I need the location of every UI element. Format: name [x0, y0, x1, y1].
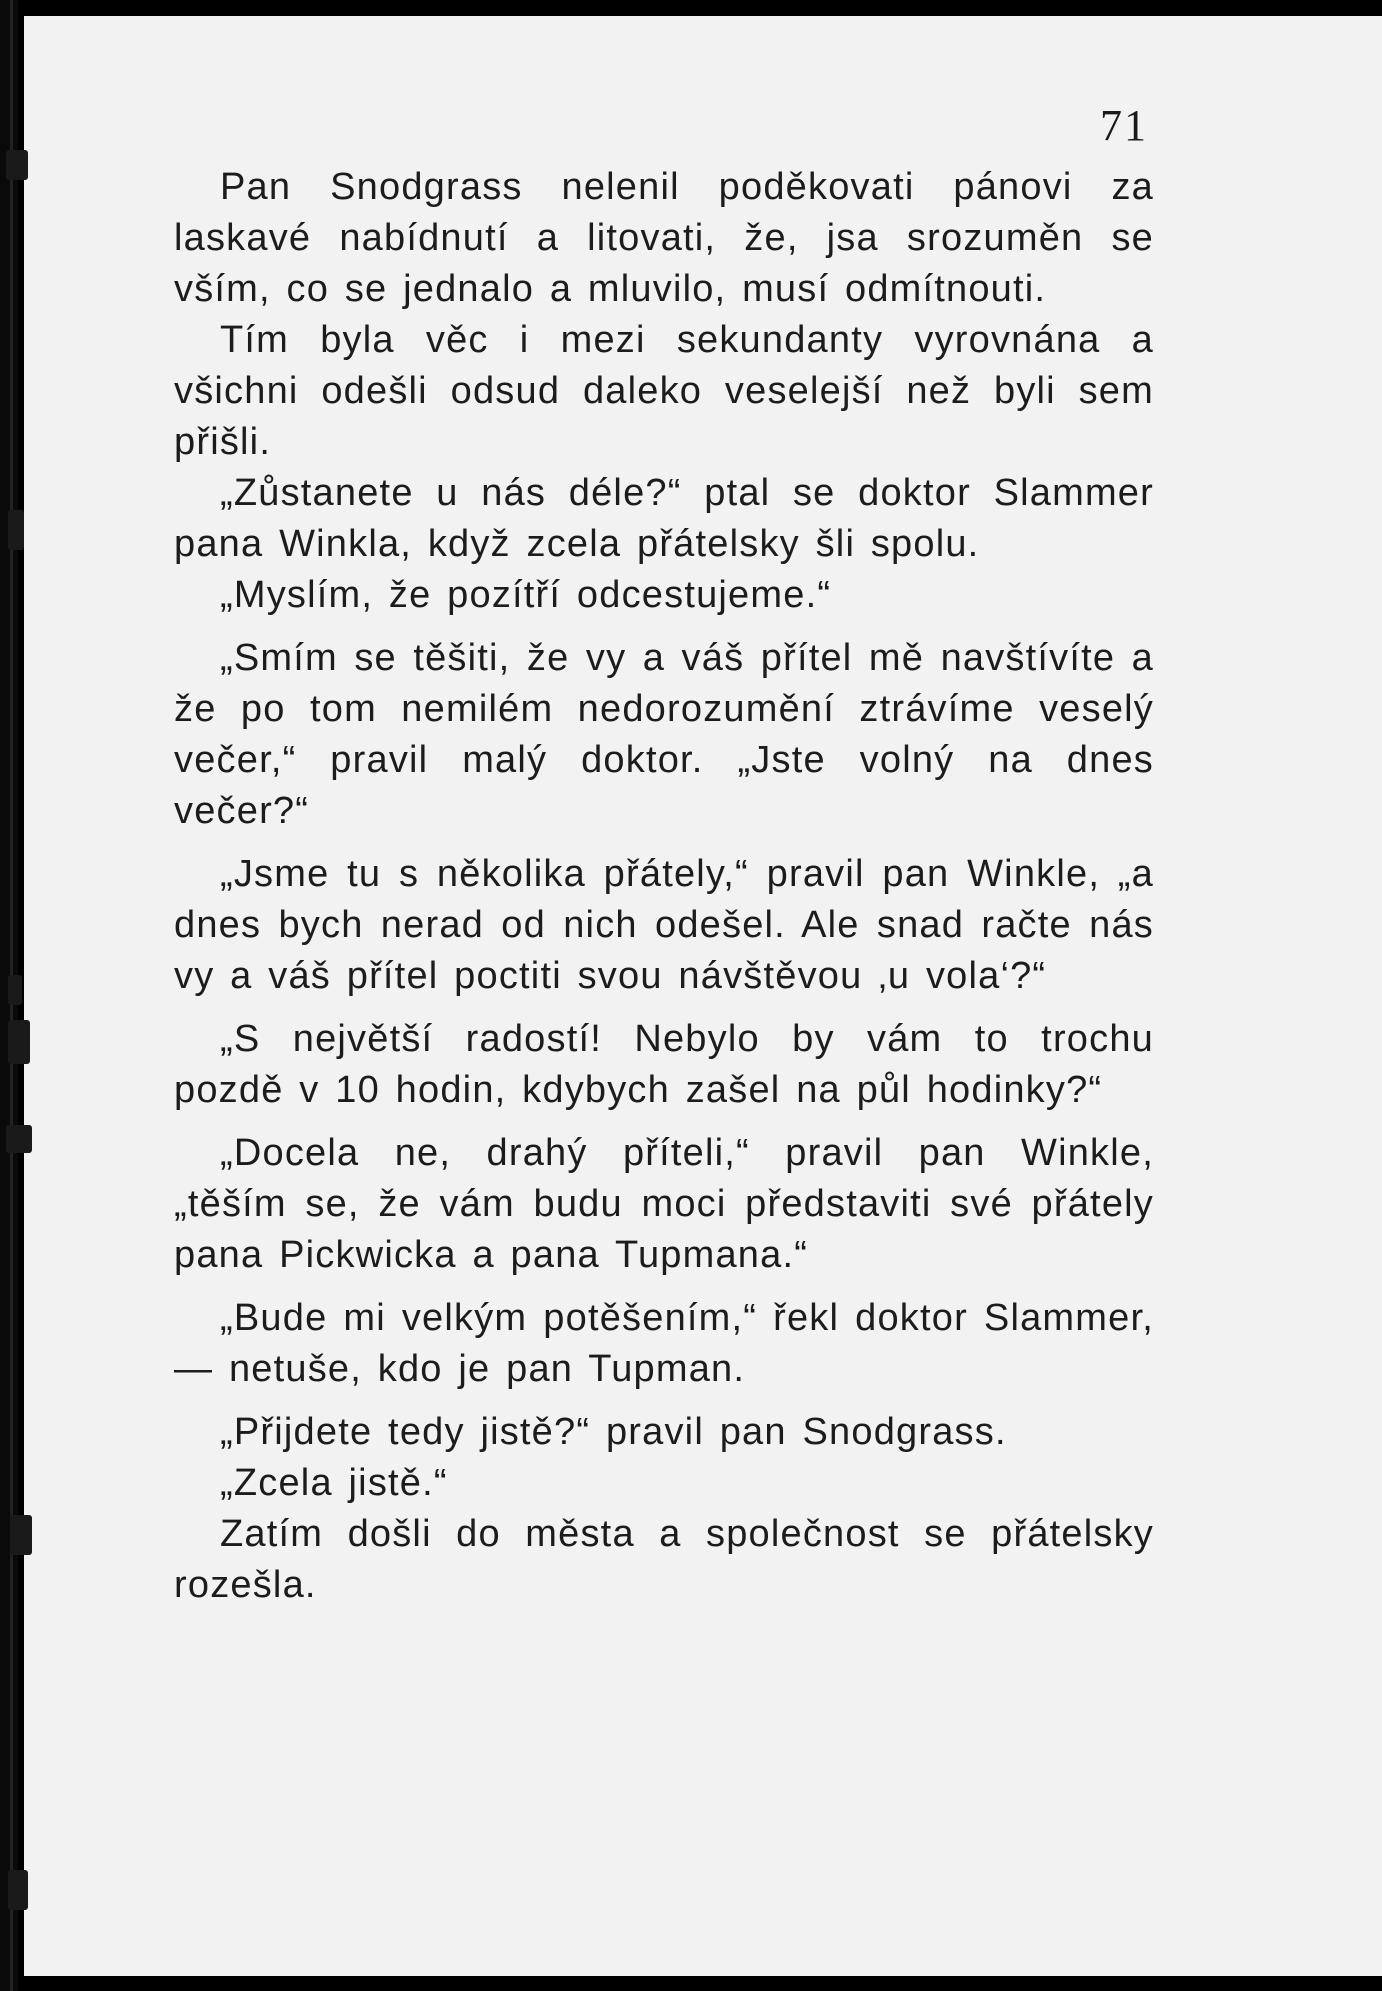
scan-mark: [8, 1870, 28, 1910]
paragraph: „Bude mi velkým potěšením,“ řekl doktor Slammer, — netuše, kdo je pan Tupman.: [174, 1297, 1154, 1390]
scan-mark: [8, 1020, 30, 1064]
paragraph: „Smím se těšiti, že vy a váš přítel mě navštívíte a že po tom nemilém nedorozumění ztrávíme veselý večer,“ pravil malý doktor. „Jste volný na dnes večer?“: [174, 637, 1154, 832]
paragraph: „S největší radostí! Nebylo by vám to trochu pozdě v 10 hodin, kdybych zašel na půl hodinky?“: [174, 1018, 1154, 1111]
paragraph: Zatím došli do města a společnost se přátelsky rozešla.: [174, 1513, 1154, 1606]
body-text: [174, 162, 1154, 1611]
scan-mark: [8, 975, 22, 1005]
page-number: 71: [1100, 101, 1148, 150]
paragraph: „Jsme tu s několika přátely,“ pravil pan Winkle, „a dnes bych nerad od nich odešel. Ale snad račte nás vy a váš přítel poctiti svou návštěvou ‚u vola‘?“: [174, 853, 1154, 997]
paragraph: Pan Snodgrass nelenil poděkovati pánovi za laskavé nabídnutí a litovati, že, jsa srozuměn se vším, co se jednalo a mluvilo, musí odmítnouti.: [174, 166, 1154, 310]
paragraph: „Docela ne, drahý příteli,“ pravil pan Winkle, „těším se, že vám budu moci představiti své přátely pana Pickwicka a pana Tupmana.“: [174, 1132, 1154, 1276]
paragraph: Tím byla věc i mezi sekundanty vyrovnána a všichni odešli odsud daleko veselejší než byli sem přišli.: [174, 319, 1154, 463]
scan-mark: [10, 1515, 32, 1555]
scan-mark: [8, 510, 24, 550]
paragraph: „Zcela jistě.“: [220, 1462, 448, 1504]
paragraph: „Přijdete tedy jistě?“ pravil pan Snodgrass.: [220, 1411, 1007, 1453]
paragraph: „Zůstanete u nás déle?“ ptal se doktor Slammer pana Winkla, když zcela přátelsky šli spolu.: [174, 472, 1154, 565]
scan-mark: [6, 150, 28, 180]
scan-mark: [6, 1125, 32, 1153]
paragraph: „Myslím, že pozítří odcestujeme.“: [220, 574, 832, 616]
